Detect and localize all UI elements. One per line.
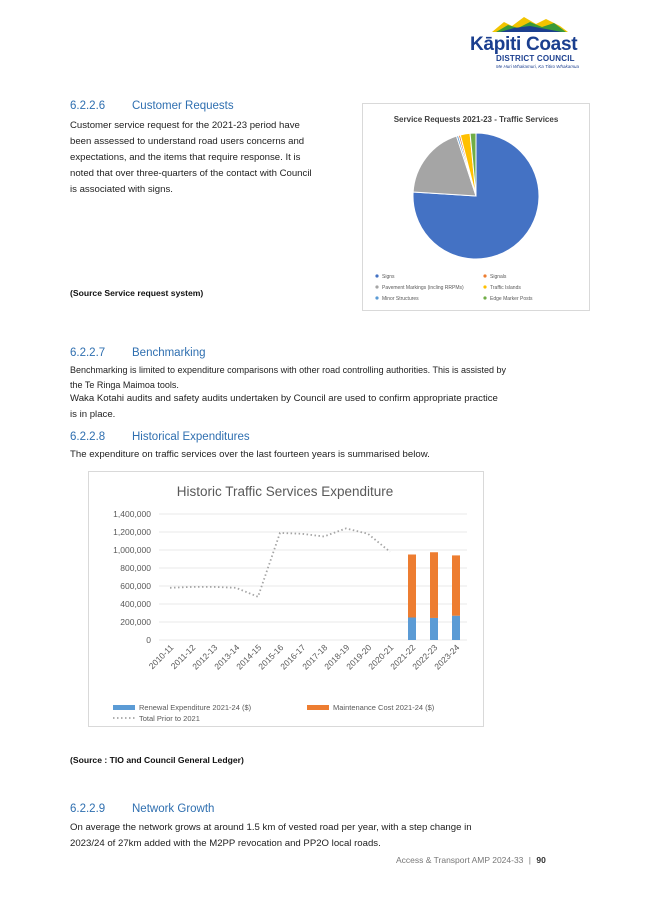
section-number: 6.2.2.8 xyxy=(70,431,106,443)
section-heading-benchmarking xyxy=(70,347,206,359)
benchmarking-text-2 xyxy=(70,391,570,423)
logo-name: Kāpiti Coast xyxy=(470,34,578,55)
historical-intro: The expenditure on traffic services over the last fourteen years is summarised below. xyxy=(70,449,430,460)
network-growth-text xyxy=(70,820,570,852)
x-tick-label: 2012-13 xyxy=(190,642,220,672)
section-heading-historical-expenditures xyxy=(70,431,250,443)
x-tick-label: 2023-24 xyxy=(432,642,462,672)
council-logo xyxy=(466,14,596,70)
section-number: 6.2.2.7 xyxy=(70,347,106,359)
text-line: been assessed to understand road users concerns and xyxy=(70,136,305,147)
legend-label-renewal: Renewal Expenditure 2021-24 ($) xyxy=(139,703,252,712)
x-tick-label: 2015-16 xyxy=(256,642,286,672)
x-tick-label: 2021-22 xyxy=(388,642,418,672)
y-tick-label: 800,000 xyxy=(120,563,151,573)
x-tick-label: 2016-17 xyxy=(278,642,308,672)
page-number: 90 xyxy=(536,855,546,865)
x-tick-label: 2017-18 xyxy=(300,642,330,672)
bar-renewal xyxy=(430,618,438,640)
benchmarking-text xyxy=(70,363,570,393)
pie-legend-label: Pavement Markings (incling RRPMs) xyxy=(382,285,464,291)
y-tick-label: 1,000,000 xyxy=(113,545,151,555)
legend-label-total: Total Prior to 2021 xyxy=(139,714,200,723)
bar-chart-title: Historic Traffic Services Expenditure xyxy=(176,484,394,499)
pie-legend-label: Signs xyxy=(382,274,395,280)
legend-swatch-renewal xyxy=(113,705,135,710)
text-line: Customer service request for the 2021-23 period have xyxy=(70,120,300,131)
bar-maintenance xyxy=(430,552,438,618)
text-line: On average the network grows at around 1.5 km of vested road per year, with a step change in xyxy=(70,822,472,833)
pie-chart-title: Service Requests 2021-23 - Traffic Services xyxy=(393,115,559,124)
pie-legend-label: Signals xyxy=(490,274,507,280)
pie-legend-label: Traffic Islands xyxy=(490,285,521,291)
text-line: 2023/24 of 27km added with the M2PP revocation and PP2O local roads. xyxy=(70,838,381,849)
x-tick-label: 2018-19 xyxy=(322,642,352,672)
logo-tagline: Me Huri Whakamuri, Ka Titiro Whakamua xyxy=(496,64,579,69)
x-tick-label: 2010-11 xyxy=(146,642,176,672)
pie-legend-label: Edge Marker Posts xyxy=(490,296,533,302)
text-line: noted that over three-quarters of the contact with Council xyxy=(70,168,312,179)
logo-subtitle: DISTRICT COUNCIL xyxy=(496,54,575,63)
text-line: Waka Kotahi audits and safety audits undertaken by Council are used to confirm appropriate practice xyxy=(70,393,498,404)
section-title: Network Growth xyxy=(132,803,215,815)
x-tick-label: 2022-23 xyxy=(410,642,440,672)
bar-maintenance xyxy=(408,555,416,618)
x-tick-label: 2014-15 xyxy=(234,642,264,672)
y-tick-label: 200,000 xyxy=(120,617,151,627)
y-tick-label: 0 xyxy=(146,635,151,645)
section-number: 6.2.2.9 xyxy=(70,803,106,815)
customer-requests-text xyxy=(70,118,360,198)
legend-swatch-maintenance xyxy=(307,705,329,710)
x-tick-label: 2020-21 xyxy=(366,642,396,672)
bar-renewal xyxy=(408,618,416,641)
pie-chart-canvas xyxy=(363,104,589,310)
y-tick-label: 400,000 xyxy=(120,599,151,609)
pie-legend-swatch xyxy=(375,296,378,299)
bar-renewal xyxy=(452,616,460,640)
customer-requests-source: (Source Service request system) xyxy=(70,288,204,298)
bar-maintenance xyxy=(452,555,460,615)
footer-document: Access & Transport AMP 2024-33 xyxy=(396,855,524,865)
legend-label-maintenance: Maintenance Cost 2021-24 ($) xyxy=(333,703,435,712)
service-requests-pie-chart xyxy=(362,103,590,311)
pie-legend-swatch xyxy=(375,285,378,288)
x-tick-label: 2013-14 xyxy=(212,642,242,672)
y-tick-label: 600,000 xyxy=(120,581,151,591)
x-tick-label: 2011-12 xyxy=(168,642,198,672)
section-title: Benchmarking xyxy=(132,347,206,359)
text-line: Benchmarking is limited to expenditure comparisons with other road controlling authorities. This is assisted by xyxy=(70,365,507,375)
y-tick-label: 1,200,000 xyxy=(113,527,151,537)
page-footer xyxy=(396,855,546,865)
section-number: 6.2.2.6 xyxy=(70,100,106,112)
bar-chart-canvas xyxy=(89,472,483,726)
logo-mark-icon xyxy=(490,14,570,34)
section-title: Customer Requests xyxy=(132,100,234,112)
pie-legend-label: Minor Structures xyxy=(382,296,419,302)
x-tick-label: 2019-20 xyxy=(344,642,374,672)
text-line: is in place. xyxy=(70,409,116,420)
pie-legend-swatch xyxy=(483,274,486,277)
section-heading-customer-requests xyxy=(70,100,234,112)
text-line: the Te Ringa Maimoa tools. xyxy=(70,380,179,390)
historic-expenditure-chart xyxy=(88,471,484,727)
pie-legend-swatch xyxy=(483,285,486,288)
text-line: is associated with signs. xyxy=(70,184,173,195)
historical-source: (Source : TIO and Council General Ledger) xyxy=(70,755,244,765)
footer-separator: | xyxy=(528,855,532,865)
total-prior-line xyxy=(170,528,390,596)
y-tick-label: 1,400,000 xyxy=(113,509,151,519)
section-heading-network-growth xyxy=(70,803,214,815)
pie-legend-swatch xyxy=(483,296,486,299)
section-title: Historical Expenditures xyxy=(132,431,250,443)
pie-legend-swatch xyxy=(375,274,378,277)
text-line: expectations, and the items that require response. It is xyxy=(70,152,301,163)
